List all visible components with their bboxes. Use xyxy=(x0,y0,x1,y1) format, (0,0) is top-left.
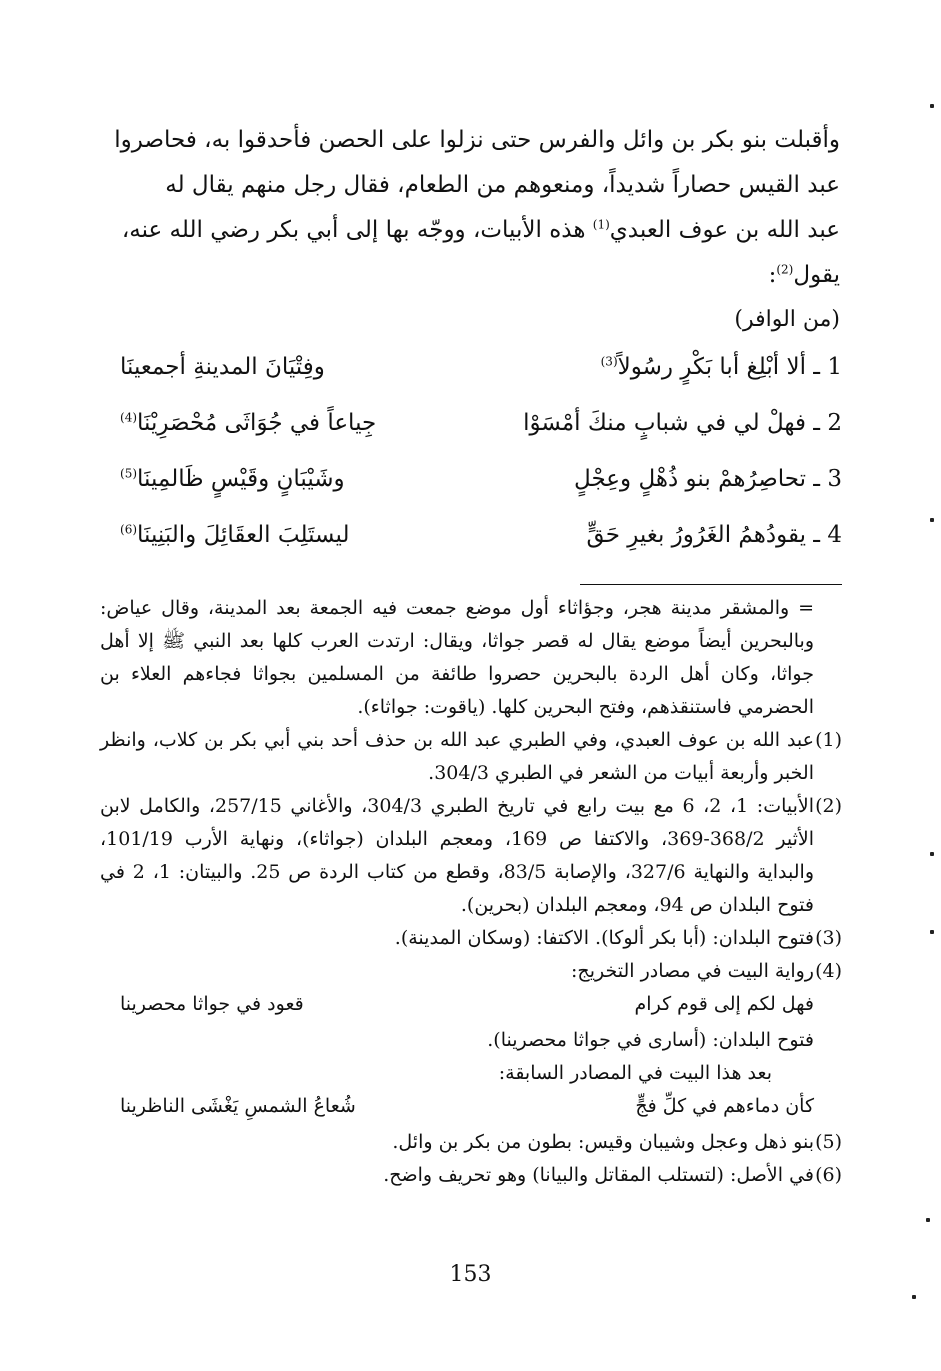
footnote-4-futuh-text: فتوح البلدان: (أسارى في جواثا محصرينا). xyxy=(487,1029,814,1051)
footnote-4-number: (4) xyxy=(815,960,842,982)
footnote-2-number: (2) xyxy=(815,795,842,817)
footnote-4-verse-left: قعود في جواثا محصرينا xyxy=(120,993,304,1015)
verse-4-second-hemistich xyxy=(120,522,460,548)
scan-speck xyxy=(912,1295,916,1299)
footnote-1-number: (1) xyxy=(815,729,842,751)
footnote-ref-4: (4) xyxy=(120,410,138,425)
verse-2-right-text: 2 ـ فهلْ لي في شبابٍ منكَ أمْسَوْا xyxy=(523,410,842,436)
footnote-6-text: في الأصل: (لتستلب المقاتل والبيانا) وهو تحريف واضح. xyxy=(383,1164,814,1186)
scan-speck xyxy=(926,1218,930,1222)
footnote-1-text: عبد الله بن عوف العبدي، وفي الطبري عبد الله بن حذف أحد بني أبي بكر بن كلاب، وانظر الخبر وأربعة أبيات من الشعر في الطبري 304/3. xyxy=(100,729,814,784)
prose-line-4-text: يقول xyxy=(793,262,840,288)
footnote-2-text: الأبيات: 1، 2، 6 مع بيت رابع في تاريخ الطبري 304/3، والأغاني 257/15، والكامل لابن الأثير 368/2-369، والاكتفا ص 169، ومعجم البلدان (جواثاء)، ونهاية الأرب 101/19، والبداية والنهاية 327/6، والإصابة 83/5، وقطع من كتاب الردة ص 25. والبيتان: 1، 2 في فتوح البلدان ص 94، ومعجم البلدان (بحرين). xyxy=(100,795,815,916)
main-prose xyxy=(105,118,840,298)
page-number: 153 xyxy=(449,1262,492,1287)
footnote-1 xyxy=(100,724,842,790)
verse-3-left-text: وشَيْبَانٍ وقَيْسٍ ظَالمِينَا xyxy=(137,466,345,492)
footnote-5 xyxy=(100,1126,842,1159)
prose-line-3-rest: هذه الأبيات، ووجّه بها إلى أبي بكر رضي الله عنه، xyxy=(121,217,593,243)
footnote-divider xyxy=(580,584,842,585)
prose-line-4-colon: : xyxy=(768,262,777,288)
verse-3-first-hemistich xyxy=(482,466,842,492)
footnote-4-after xyxy=(100,1057,842,1090)
verse-3-right-text: 3 ـ تحاصِرُهمْ بنو ذُهْلٍ وعِجْلٍ xyxy=(574,466,842,492)
footnote-4-verse-right: فهل لكم إلى قوم كرام xyxy=(634,993,814,1015)
footnote-5-number: (5) xyxy=(815,1131,842,1153)
scan-speck xyxy=(930,104,934,108)
verse-4-left-text: ليستَلِبَ العقَائِلَ والبَنِينَا xyxy=(137,522,350,548)
verse-4-right-text: 4 ـ يقودُهمُ الغَرُورُ بغيرِ حَقٍّ xyxy=(586,522,842,548)
prose-line-3-start: عبد الله بن عوف العبدي xyxy=(609,217,840,243)
footnote-4-verse-2-right: كأن دماءهم في كلِّ فجٍّ xyxy=(635,1095,814,1117)
footnote-4-verse-2 xyxy=(100,1090,842,1126)
poem-verse-3 xyxy=(100,460,842,516)
footnote-4-verse-2-left: شُعاعُ الشمسِ يَغْشَى الناظرينا xyxy=(120,1095,356,1117)
footnote-ref-3: (3) xyxy=(600,354,618,369)
verse-2-second-hemistich xyxy=(120,410,460,436)
footnote-6-number: (6) xyxy=(815,1164,842,1186)
footnote-ref-5: (5) xyxy=(120,466,138,481)
footnote-3-number: (3) xyxy=(815,927,842,949)
scan-speck xyxy=(930,852,934,856)
footnote-4-text: رواية البيت في مصادر التخريج: xyxy=(571,960,814,982)
footnote-3 xyxy=(100,922,842,955)
poem-verse-4 xyxy=(100,516,842,572)
footnote-4-futuh xyxy=(100,1024,842,1057)
footnote-3-text: فتوح البلدان: (أبا بكر ألوكا). الاكتفا: (وسكان المدينة). xyxy=(394,927,814,949)
footnote-4-verse xyxy=(100,988,842,1024)
scan-speck xyxy=(930,930,934,934)
footnotes xyxy=(100,592,842,1192)
footnote-2 xyxy=(100,790,842,922)
footnote-ref-1: (1) xyxy=(592,217,610,232)
prose-line-1: وأقبلت بنو بكر بن وائل والفرس حتى نزلوا على الحصن فأحدقوا به، فحاصروا xyxy=(114,127,840,153)
verse-1-first-hemistich xyxy=(482,354,842,380)
verse-2-first-hemistich xyxy=(482,410,842,436)
verse-3-second-hemistich xyxy=(120,466,460,492)
verse-4-first-hemistich xyxy=(482,522,842,548)
poem-verse-2 xyxy=(100,404,842,460)
footnote-6 xyxy=(100,1159,842,1192)
footnote-continuation xyxy=(100,592,842,724)
poem-meter: (من الوافر) xyxy=(734,307,840,332)
prose-line-4 xyxy=(105,253,840,298)
poem-verse-1 xyxy=(100,348,842,404)
footnote-5-text: بنو ذهل وعجل وشيبان وقيس: بطون من بكر بن وائل. xyxy=(392,1131,814,1153)
scan-speck xyxy=(930,518,934,522)
poem xyxy=(100,348,842,572)
footnote-ref-2: (2) xyxy=(776,262,794,277)
prose-line-2: عبد القيس حصاراً شديداً، ومنعوهم من الطعام، فقال رجل منهم يقال له xyxy=(165,172,840,198)
footnote-4 xyxy=(100,955,842,988)
footnote-continuation-text: = والمشقر مدينة هجر، وجؤاثاء أول موضع جمعت فيه الجمعة بعد المدينة، وقال عياض: وبالبحرين أيضاً موضع يقال له قصر جواثا، ويقال: ارتدت العرب كلها بعد النبي ﷺ إلا أهل جواثا، وكان أهل الردة بالبحرين حصروا طائفة من المسلمين بجواثا فجاءهم العلاء بن الحضرمي فاستنقذهم، وفتح البحرين كلها. (ياقوت: جواثاء). xyxy=(100,597,814,718)
footnote-4-after-text: بعد هذا البيت في المصادر السابقة: xyxy=(498,1062,772,1084)
verse-2-left-text: جِياعاً في جُوَاثَى مُحْصَرِيْنَا xyxy=(137,410,377,436)
verse-1-second-hemistich xyxy=(120,354,460,380)
prose-line-3 xyxy=(105,208,840,253)
footnote-ref-6: (6) xyxy=(120,522,138,537)
verse-1-right-text: 1 ـ ألا أبْلِغ أبا بَكْرٍ رسُولاً xyxy=(617,354,842,380)
verse-1-left-text: وفِتْيَانَ المدينةِ أجمعينَا xyxy=(120,354,325,380)
